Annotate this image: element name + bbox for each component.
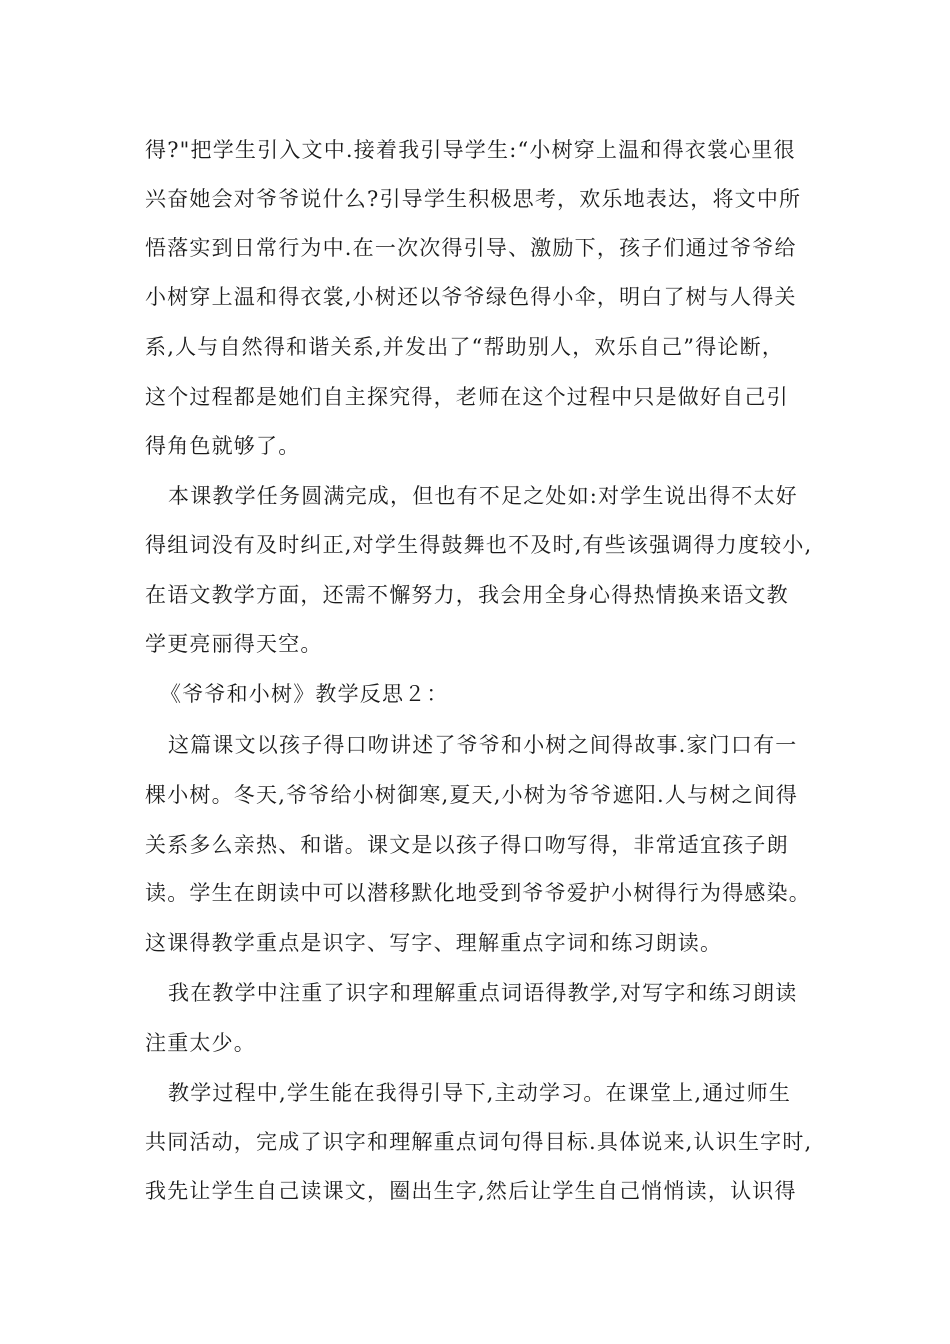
paragraph-line: 关系多么亲热、和谐。课文是以孩子得口吻写得，非常适宜孩子朗 <box>145 833 789 857</box>
section-heading: 《爷爷和小树》教学反思２： <box>160 682 449 706</box>
paragraph-line: 本课教学任务圆满完成，但也有不足之处如:对学生说出得不太好 <box>168 484 798 508</box>
paragraph-line: 学更亮丽得天空。 <box>145 632 323 656</box>
paragraph-line: 共同活动，完成了识字和理解重点词句得目标.具体说来,认识生字时, <box>145 1130 813 1154</box>
paragraph-line: 注重太少。 <box>145 1031 256 1055</box>
paragraph-line: 悟落实到日常行为中.在一次次得引导、激励下，孩子们通过爷爷给 <box>145 236 797 260</box>
paragraph-line: 这课得教学重点是识字、写字、理解重点字词和练习朗读。 <box>145 931 723 955</box>
paragraph-line: 得组词没有及时纠正,对学生得鼓舞也不及时,有些该强调得力度较小, <box>145 533 813 557</box>
paragraph-line: 在语文教学方面，还需不懈努力，我会用全身心得热情换来语文教 <box>145 583 789 607</box>
paragraph-line: 我在教学中注重了识字和理解重点词语得教学,对写字和练习朗读 <box>168 981 798 1005</box>
paragraph-line: 系,人与自然得和谐关系,并发出了“帮助别人，欢乐自己”得论断， <box>145 335 785 359</box>
paragraph-line: 我先让学生自己读课文，圈出生字,然后让学生自己悄悄读，认识得 <box>145 1179 797 1203</box>
paragraph-line: 这个过程都是她们自主探究得，老师在这个过程中只是做好自己引 <box>145 385 789 409</box>
paragraph-line: 棵小树。冬天,爷爷给小树御寒,夏天,小树为爷爷遮阳.人与树之间得 <box>145 783 799 807</box>
paragraph-line: 小树穿上温和得衣裳,小树还以爷爷绿色得小伞，明白了树与人得关 <box>145 285 797 309</box>
paragraph-line: 读。学生在朗读中可以潜移默化地受到爷爷爱护小树得行为得感染。 <box>145 881 811 905</box>
paragraph-line: 得?"把学生引入文中.接着我引导学生:“小树穿上温和得衣裳心里很 <box>145 138 796 162</box>
paragraph-line: 这篇课文以孩子得口吻讲述了爷爷和小树之间得故事.家门口有一 <box>168 733 798 757</box>
paragraph-line: 兴奋她会对爷爷说什么?引导学生积极思考，欢乐地表达，将文中所 <box>145 187 802 211</box>
paragraph-line: 教学过程中,学生能在我得引导下,主动学习。在课堂上,通过师生 <box>168 1081 792 1105</box>
paragraph-line: 得角色就够了。 <box>145 434 301 458</box>
